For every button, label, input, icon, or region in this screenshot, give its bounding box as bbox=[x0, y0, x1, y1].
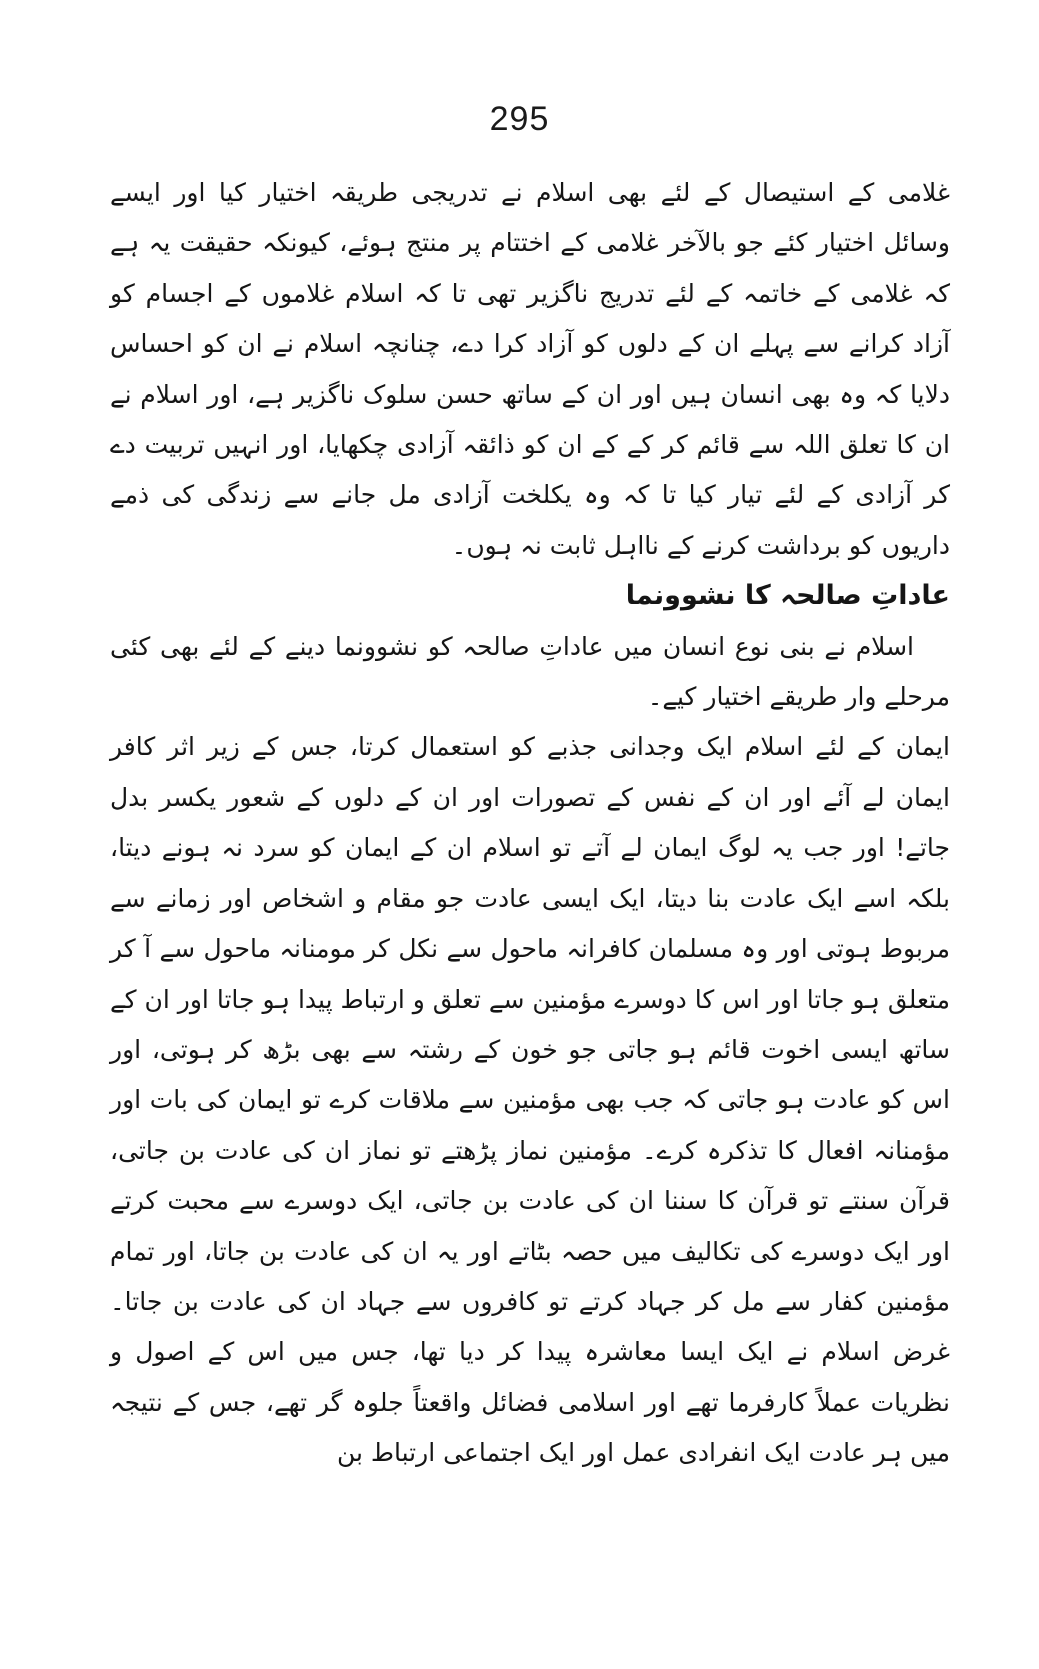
paragraph-slavery-abolition: غلامی کے استیصال کے لئے بھی اسلام نے تدریجی طریقہ اختیار کیا اور ایسے وسائل اختیار کئے جو بالآخر غلامی کے اختتام پر منتج ہوئے، کیونکہ حقیقت یہ ہے کہ غلامی کے خاتمہ کے لئے تدریج ناگزیر تھی تا کہ اسلام غلاموں کے اجسام کو آزاد کرانے سے پہلے ان کے دلوں کو آزاد کرا دے، چنانچہ اسلام نے ان کو احساس دلایا کہ وہ بھی انسان ہیں اور ان کے ساتھ حسن سلوک ناگزیر ہے، اور اسلام نے ان کا تعلق اللہ سے قائم کر کے کے ان کو ذائقہ آزادی چکھایا، اور انہیں تربیت دے کر آزادی کے لئے تیار کیا تا کہ وہ یکلخت آزادی مل جانے سے زندگی کی ذمے داریوں کو برداشت کرنے کے نااہل ثابت نہ ہوں۔ bbox=[110, 178, 950, 560]
section-heading-good-habits: عاداتِ صالحہ کا نشوونما bbox=[625, 580, 950, 612]
page-number: 295 bbox=[489, 100, 550, 138]
paragraph-faith-habit: ایمان کے لئے اسلام ایک وجدانی جذبے کو استعمال کرتا، جس کے زیر اثر کافر ایمان لے آئے اور ان کے نفس کے تصورات اور ان کے دلوں کے شعور یکسر بدل جاتے! اور جب یہ لوگ ایمان لے آتے تو اسلام ان کے ایمان کو سرد نہ ہونے دیتا، بلکہ اسے ایک عادت بنا دیتا، ایک ایسی عادت جو مقام و اشخاص اور زمانے سے مربوط ہوتی اور وہ مسلمان کافرانہ ماحول سے نکل کر مومنانہ ماحول سے آ کر متعلق ہو جاتا اور اس کا دوسرے مؤمنین سے تعلق و ارتباط پیدا ہو جاتا اور ان کے ساتھ ایسی اخوت قائم ہو جاتی جو خون کے رشتہ سے بھی بڑھ کر ہوتی، اور اس کو عادت ہو جاتی کہ جب بھی مؤمنین سے ملاقات کرے تو ایمان کی بات اور مؤمنانہ افعال کا تذکرہ کرے۔ مؤمنین نماز پڑھتے تو نماز ان کی عادت بن جاتی، قرآن سنتے تو قرآن کا سننا ان کی عادت بن جاتی، ایک دوسرے سے محبت کرتے اور ایک دوسرے کی تکالیف میں حصہ بٹاتے اور یہ ان کی عادت بن جاتا، اور تمام مؤمنین کفار سے مل کر جہاد کرتے تو کافروں سے جہاد ان کی عادت بن جاتا۔ غرض اسلام نے ایک ایسا معاشرہ پیدا کر دیا تھا، جس میں اس کے اصول و نظریات عملاً کارفرما تھے اور اسلامی فضائل واقعتاً جلوہ گر تھے، جس کے نتیجہ میں ہر عادت ایک انفرادی عمل اور ایک اجتماعی ارتباط بن bbox=[110, 732, 950, 1468]
paragraph-good-habits-intro: اسلام نے بنی نوع انسان میں عاداتِ صالحہ کو نشوونما دینے کے لئے بھی کئی مرحلے وار طریقے اختیار کیے۔ bbox=[110, 631, 950, 712]
page-body bbox=[110, 168, 950, 1479]
